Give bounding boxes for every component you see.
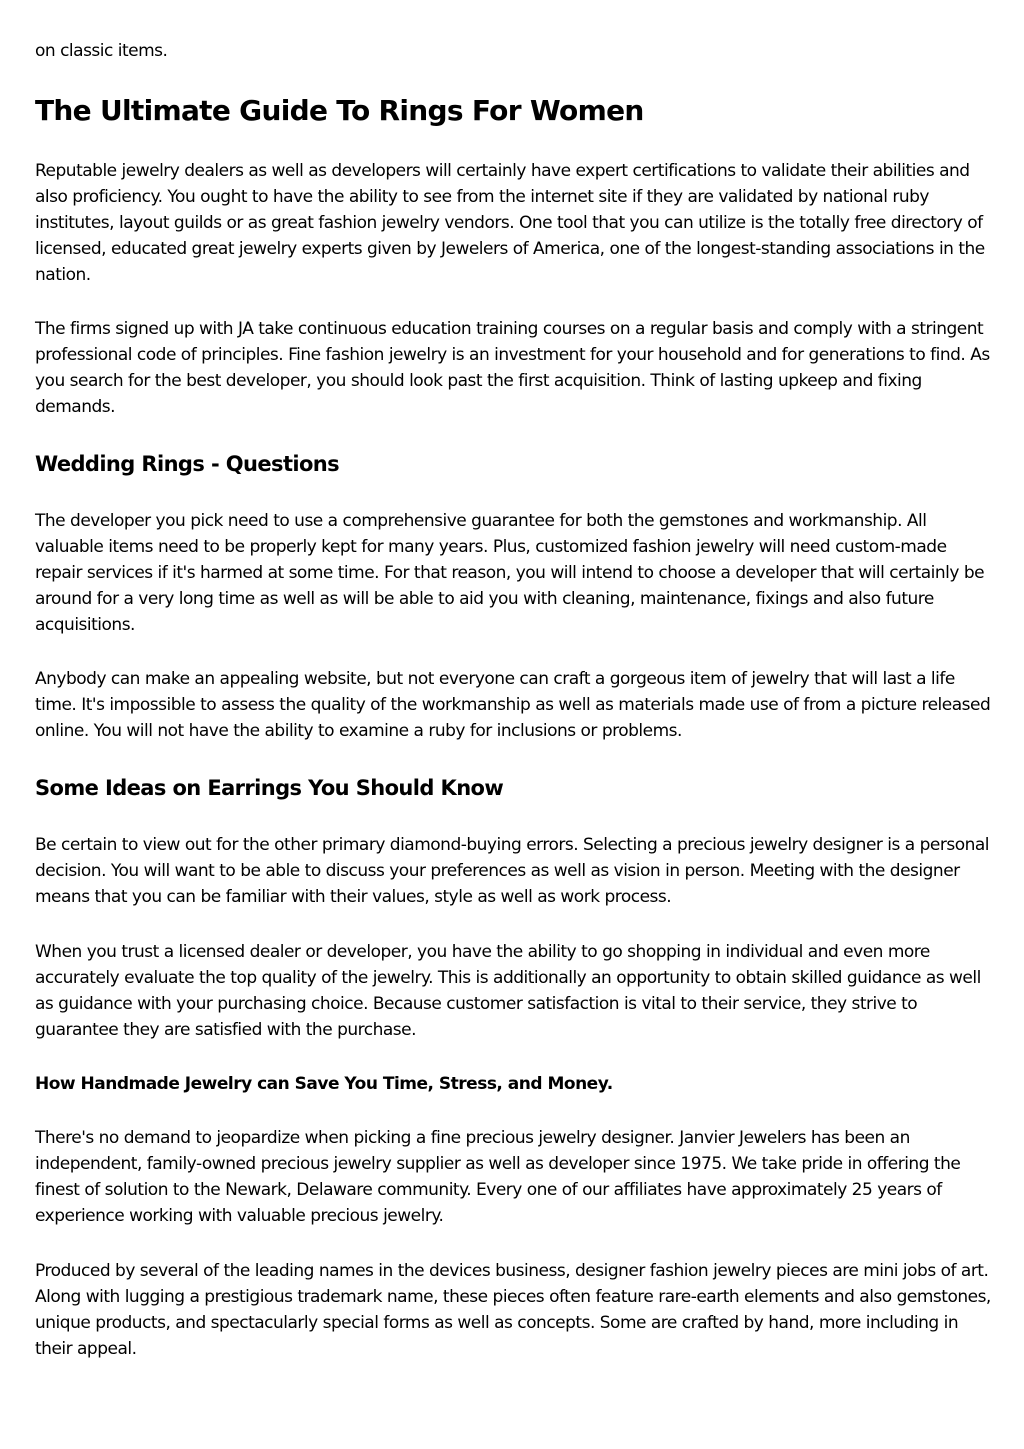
section-heading: How Handmade Jewelry can Save You Time, Stress, and Money.: [35, 1074, 613, 1094]
section-heading: Wedding Rings - Questions: [35, 452, 340, 476]
page-title: The Ultimate Guide To Rings For Women: [35, 94, 644, 127]
lead-fragment: on classic items.: [35, 41, 168, 61]
paragraph: Be certain to view out for the other primary diamond-buying errors. Selecting a precious jewelry designer is a personal decision. You will want to be able to discuss your preferences as well as vision in person. Meeting with the designer means that you can be familiar with their values, style as well as work process.: [35, 835, 990, 907]
section-heading: Some Ideas on Earrings You Should Know: [35, 776, 504, 800]
paragraph: Anybody can make an appealing website, but not everyone can craft a gorgeous item of jewelry that will last a life time. It's impossible to assess the quality of the workmanship as well as materials made use of from a picture released online. You will not have the ability to examine a ruby for inclusions or problems.: [35, 669, 991, 741]
paragraph: The firms signed up with JA take continuous education training courses on a regular basis and comply with a stringent professional code of principles. Fine fashion jewelry is an investment for your household and for generations to find. As you search for the best developer, you should look past the first acquisition. Think of lasting upkeep and fixing demands.: [35, 319, 990, 417]
paragraph: Reputable jewelry dealers as well as developers will certainly have expert certifications to validate their abilities and also proficiency. You ought to have the ability to see from the internet site if they are validated by national ruby institutes, layout guilds or as great fashion jewelry vendors. One tool that you can utilize is the totally free directory of licensed, educated great jewelry experts given by Jewelers of America, one of the longest-standing associations in the nation.: [35, 161, 985, 285]
paragraph: There's no demand to jeopardize when picking a fine precious jewelry designer. Janvier Jewelers has been an independent, family-owned precious jewelry supplier as well as developer since 1975. We take pride in offering the finest of solution to the Newark, Delaware community. Every one of our affiliates have approximately 25 years of experience working with valuable precious jewelry.: [35, 1128, 961, 1226]
paragraph: The developer you pick need to use a comprehensive guarantee for both the gemstones and workmanship. All valuable items need to be properly kept for many years. Plus, customized fashion jewelry will need custom-made repair services if it's harmed at some time. For that reason, you will intend to choose a developer that will certainly be around for a very long time as well as will be able to aid you with cleaning, maintenance, fixings and also future acquisitions.: [35, 511, 985, 635]
paragraph: Produced by several of the leading names in the devices business, designer fashion jewelry pieces are mini jobs of art. Along with lugging a prestigious trademark name, these pieces often feature rare-earth elements and also gemstones, unique products, and spectacularly special forms as well as concepts. Some are crafted by hand, more including in their appeal.: [35, 1261, 991, 1359]
paragraph: When you trust a licensed dealer or developer, you have the ability to go shopping in individual and even more accurately evaluate the top quality of the jewelry. This is additionally an opportunity to obtain skilled guidance as well as guidance with your purchasing choice. Because customer satisfaction is vital to their service, they strive to guarantee they are satisfied with the purchase.: [35, 942, 981, 1040]
